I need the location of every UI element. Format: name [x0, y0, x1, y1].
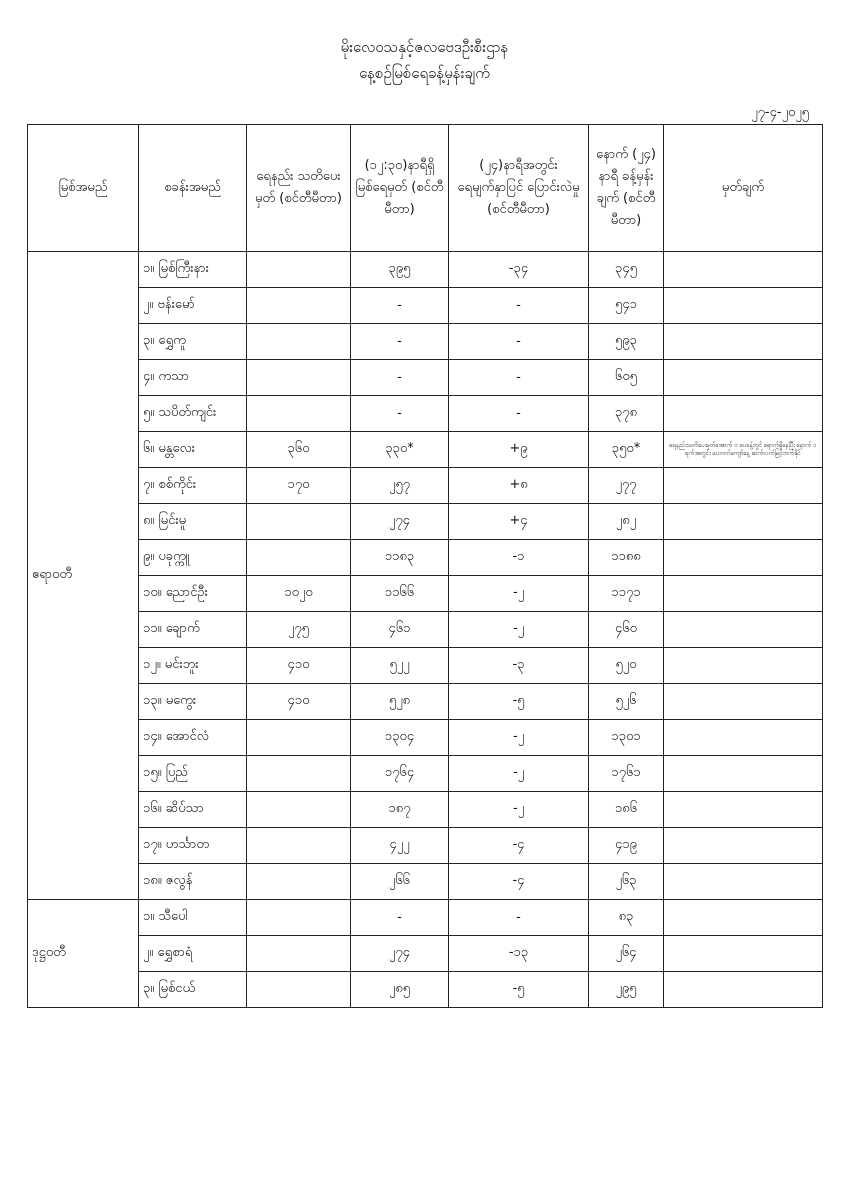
station-cell: ၁။ သီပေါ	[139, 900, 247, 936]
station-cell: ၁၃။ မကွေး	[139, 684, 247, 720]
forecast-cell: ၄၁၉	[589, 828, 664, 864]
table-row	[28, 324, 823, 360]
change-cell: -၄	[449, 828, 589, 864]
change-cell: -၁၃	[449, 936, 589, 972]
warning-level-cell: ၄၁၀	[247, 684, 351, 720]
table-row	[28, 252, 823, 288]
table-row	[28, 288, 823, 324]
current-level-cell: -	[351, 324, 449, 360]
warning-level-cell	[247, 504, 351, 540]
forecast-cell: ၂၉၅	[589, 972, 664, 1008]
remarks-cell	[664, 720, 823, 756]
forecast-cell: ၆၀၅	[589, 360, 664, 396]
river-name-cell: ဧရာဝတီ	[28, 252, 139, 900]
station-cell: ၃။ ရွှေကူ	[139, 324, 247, 360]
warning-level-cell	[247, 720, 351, 756]
warning-level-cell: ၂၇၅	[247, 612, 351, 648]
change-cell: -၄	[449, 864, 589, 900]
remarks-cell	[664, 648, 823, 684]
warning-level-cell: ၄၁၀	[247, 648, 351, 684]
column-header-24h-change: (၂၄)နာရီအတွင်း ရေမျက်နှာပြင် ပြောင်းလဲမှု (စင်တီမီတာ)	[449, 125, 589, 252]
station-cell: ၁၇။ ဟင်္သာတ	[139, 828, 247, 864]
forecast-cell: ၁၈၆	[589, 792, 664, 828]
table-row	[28, 792, 823, 828]
table-row	[28, 936, 823, 972]
change-cell: -၅	[449, 972, 589, 1008]
river-name-cell: ဒုဋ္ဌဝတီ	[28, 900, 139, 1008]
column-header-forecast: နောက် (၂၄) နာရီ ခန့်မှန်းချက် (စင်တီမီတာ)	[589, 125, 664, 252]
remarks-cell	[664, 936, 823, 972]
station-cell: ၁၅။ ပြည်	[139, 756, 247, 792]
table-row	[28, 720, 823, 756]
forecast-cell: ၃၄၅	[589, 252, 664, 288]
forecast-cell: ၅၄၁	[589, 288, 664, 324]
page-title: မိုးလေဝသနှင့်ဇလဗေဒဦးစီးဌာန	[340, 38, 509, 56]
column-header-warning-level: ရေနည်း သတိပေးမှတ် (စင်တီမီတာ)	[247, 125, 351, 252]
forecast-cell: ၂၆၄	[589, 936, 664, 972]
warning-level-cell: ၁၀၂၀	[247, 576, 351, 612]
report-date: ၂၇-၄-၂၀၂၅	[751, 105, 809, 120]
change-cell: -	[449, 900, 589, 936]
station-cell: ၁၈။ ဇလွန်	[139, 864, 247, 900]
forecast-cell: ၅၂၀	[589, 648, 664, 684]
current-level-cell: ၄၂၂	[351, 828, 449, 864]
water-level-table	[27, 124, 823, 1008]
current-level-cell: -	[351, 288, 449, 324]
current-level-cell: ၂၇၄	[351, 936, 449, 972]
warning-level-cell	[247, 792, 351, 828]
remarks-cell	[664, 756, 823, 792]
station-cell: ၁၀။ ညောင်ဦး	[139, 576, 247, 612]
remarks-cell	[664, 504, 823, 540]
table-row	[28, 468, 823, 504]
station-cell: ၈။ မြင်းမူ	[139, 504, 247, 540]
station-cell: ၁။ မြစ်ကြီးနား	[139, 252, 247, 288]
table-row	[28, 612, 823, 648]
remarks-cell	[664, 576, 823, 612]
warning-level-cell	[247, 828, 351, 864]
forecast-cell: ၂၆၃	[589, 864, 664, 900]
station-cell: ၂။ ရွှေစာရံ	[139, 936, 247, 972]
current-level-cell: ၃၃၀*	[351, 432, 449, 468]
table-row	[28, 648, 823, 684]
table-header-row	[28, 125, 823, 252]
table-row	[28, 864, 823, 900]
station-cell: ၁၄။ အောင်လံ	[139, 720, 247, 756]
remarks-cell	[664, 540, 823, 576]
remarks-cell	[664, 972, 823, 1008]
remarks-cell	[664, 396, 823, 432]
station-cell: ၇။ စစ်ကိုင်း	[139, 468, 247, 504]
warning-level-cell	[247, 288, 351, 324]
forecast-cell: ၃၅၀*	[589, 432, 664, 468]
change-cell: +၉	[449, 432, 589, 468]
current-level-cell: ၂၆၆	[351, 864, 449, 900]
table-row	[28, 900, 823, 936]
table-row	[28, 576, 823, 612]
remarks-cell	[664, 684, 823, 720]
change-cell: -၂	[449, 576, 589, 612]
current-level-cell: ၁၇၆၄	[351, 756, 449, 792]
remarks-cell	[664, 288, 823, 324]
station-cell: ၁၁။ ချောက်	[139, 612, 247, 648]
warning-level-cell	[247, 864, 351, 900]
remarks-cell	[664, 864, 823, 900]
station-cell: ၆။ မန္တလေး	[139, 432, 247, 468]
remarks-cell: ရေနည်းသတိပေးမှတ်အောက် ၁ ပေခန့်တွင် ရောက်ရှိနေပြီး နောက် ၁ ရက်အတွင်း ပေဘက်ကျော်နေ့ ဆက်လက်မြင့်တက်နိုင်	[664, 432, 823, 468]
warning-level-cell	[247, 324, 351, 360]
remarks-cell	[664, 360, 823, 396]
forecast-cell: ၁၁၈၈	[589, 540, 664, 576]
remarks-cell	[664, 792, 823, 828]
forecast-cell: ၅၂၆	[589, 684, 664, 720]
warning-level-cell	[247, 756, 351, 792]
warning-level-cell	[247, 396, 351, 432]
current-level-cell: ၄၆၁	[351, 612, 449, 648]
remarks-cell	[664, 252, 823, 288]
forecast-cell: ၈၃	[589, 900, 664, 936]
current-level-cell: ၂၈၅	[351, 972, 449, 1008]
warning-level-cell	[247, 972, 351, 1008]
column-header-station: စခန်းအမည်	[139, 125, 247, 252]
table-row	[28, 684, 823, 720]
forecast-cell: ၁၁၇၁	[589, 576, 664, 612]
change-cell: -၃၄	[449, 252, 589, 288]
current-level-cell: -	[351, 396, 449, 432]
table-row	[28, 540, 823, 576]
remarks-cell	[664, 900, 823, 936]
forecast-cell: ၁၇၆၁	[589, 756, 664, 792]
remarks-cell	[664, 324, 823, 360]
change-cell: -	[449, 396, 589, 432]
warning-level-cell	[247, 540, 351, 576]
change-cell: -၂	[449, 756, 589, 792]
current-level-cell: ၃၉၅	[351, 252, 449, 288]
current-level-cell: ၁၃၀၄	[351, 720, 449, 756]
warning-level-cell	[247, 936, 351, 972]
change-cell: +၄	[449, 504, 589, 540]
remarks-cell	[664, 612, 823, 648]
warning-level-cell	[247, 360, 351, 396]
warning-level-cell	[247, 900, 351, 936]
current-level-cell: ၁၁၆၆	[351, 576, 449, 612]
table-row	[28, 504, 823, 540]
table-row	[28, 360, 823, 396]
station-cell: ၄။ ကသာ	[139, 360, 247, 396]
current-level-cell: ၅၂၂	[351, 648, 449, 684]
forecast-cell: ၅၉၃	[589, 324, 664, 360]
change-cell: -၂	[449, 612, 589, 648]
change-cell: -၂	[449, 792, 589, 828]
current-level-cell: -	[351, 360, 449, 396]
current-level-cell: ၂၇၄	[351, 504, 449, 540]
table-row	[28, 972, 823, 1008]
column-header-remarks: မှတ်ချက်	[664, 125, 823, 252]
current-level-cell: ၅၂၈	[351, 684, 449, 720]
column-header-current-level: (၁၂:၃၀)နာရီရှိ မြစ်ရေမှတ် (စင်တီမီတာ)	[351, 125, 449, 252]
station-cell: ၃။ မြစ်ငယ်	[139, 972, 247, 1008]
current-level-cell: -	[351, 900, 449, 936]
forecast-cell: ၁၃၀၁	[589, 720, 664, 756]
forecast-cell: ၂၈၂	[589, 504, 664, 540]
change-cell: -၁	[449, 540, 589, 576]
change-cell: +၈	[449, 468, 589, 504]
table-body	[28, 252, 823, 1008]
forecast-cell: ၄၆၀	[589, 612, 664, 648]
change-cell: -	[449, 288, 589, 324]
remarks-cell	[664, 828, 823, 864]
station-cell: ၁၆။ ဆိပ်သာ	[139, 792, 247, 828]
remarks-cell	[664, 468, 823, 504]
current-level-cell: ၁၁၈၃	[351, 540, 449, 576]
column-header-river: မြစ်အမည်	[28, 125, 139, 252]
table-row	[28, 828, 823, 864]
station-cell: ၅။ သပိတ်ကျင်း	[139, 396, 247, 432]
table-row	[28, 756, 823, 792]
change-cell: -	[449, 360, 589, 396]
current-level-cell: ၂၅၇	[351, 468, 449, 504]
change-cell: -	[449, 324, 589, 360]
change-cell: -၂	[449, 720, 589, 756]
forecast-cell: ၃၇၈	[589, 396, 664, 432]
station-cell: ၂။ ဗန်းမော်	[139, 288, 247, 324]
change-cell: -၅	[449, 684, 589, 720]
current-level-cell: ၁၈၇	[351, 792, 449, 828]
table-row	[28, 432, 823, 468]
warning-level-cell	[247, 252, 351, 288]
station-cell: ၉။ ပခုက္ကူ	[139, 540, 247, 576]
change-cell: -၃	[449, 648, 589, 684]
table-row	[28, 396, 823, 432]
forecast-cell: ၂၇၇	[589, 468, 664, 504]
page-subtitle: နေ့စဉ်မြစ်ရေခန့်မှန်းချက်	[359, 64, 490, 82]
station-cell: ၁၂။ မင်းဘူး	[139, 648, 247, 684]
warning-level-cell: ၃၆၀	[247, 432, 351, 468]
warning-level-cell: ၁၇၀	[247, 468, 351, 504]
